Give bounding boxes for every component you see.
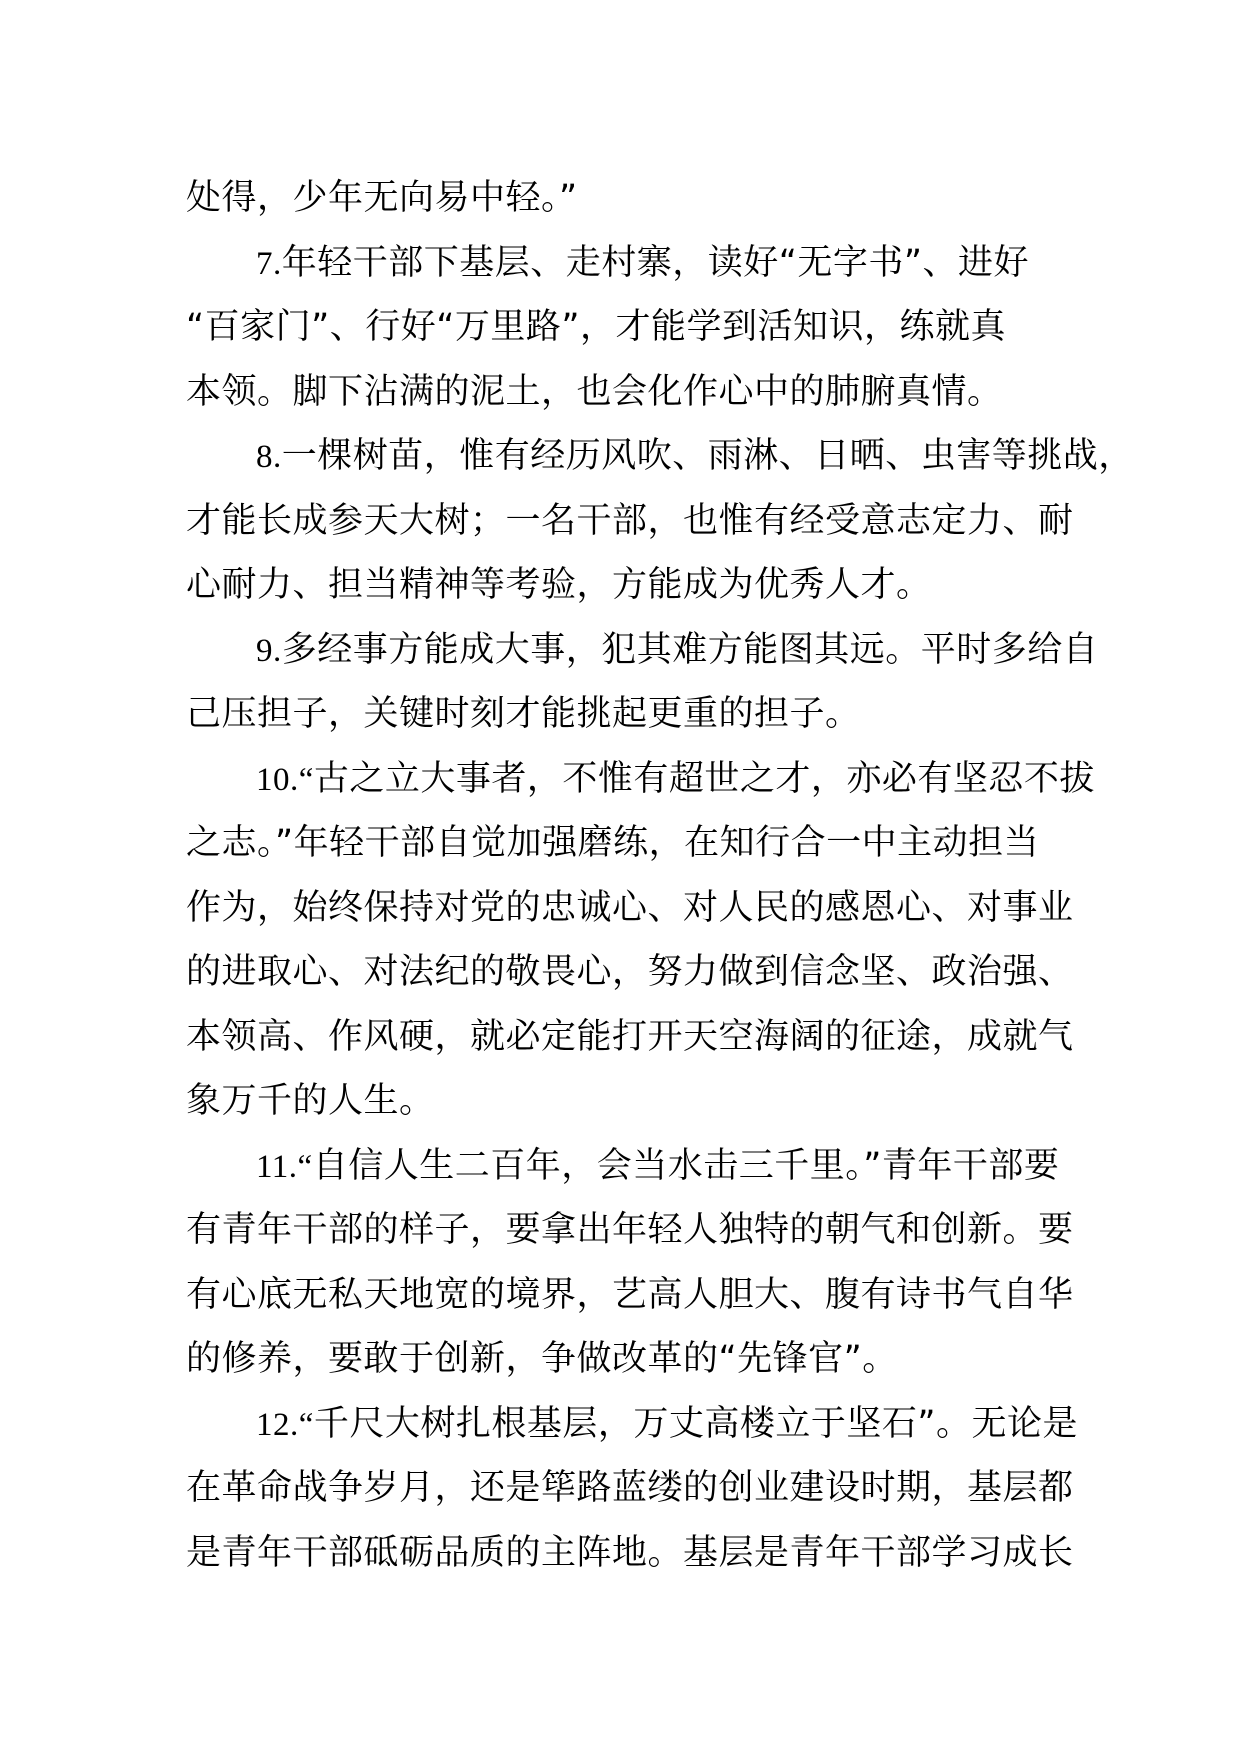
text-line xyxy=(186,1327,1086,1392)
text-line xyxy=(186,1134,1086,1199)
line-text: 是青年干部砥砺品质的主阵地。基层是青年干部学习成长 xyxy=(186,1532,1074,1573)
line-number: 8. xyxy=(256,439,282,475)
line-number: 10.“ xyxy=(256,761,314,798)
text-line xyxy=(186,553,1086,618)
text-line xyxy=(186,940,1086,1005)
line-text: 在革命战争岁月，还是筚路蓝缕的创业建设时期，基层都 xyxy=(186,1468,1074,1508)
text-line xyxy=(186,1263,1086,1328)
line-text: 古之立大事者，不惟有超世之才，亦必有坚忍不拔 xyxy=(313,758,1095,799)
text-line xyxy=(186,231,1086,296)
text-line xyxy=(186,876,1086,941)
line-text: 千尺大树扎根基层，万丈高楼立于坚石”。无论是 xyxy=(313,1403,1079,1444)
text-line xyxy=(186,747,1095,812)
text-line xyxy=(186,618,1099,683)
text-line xyxy=(186,295,1086,360)
line-number: 12.“ xyxy=(256,1406,314,1443)
text-line xyxy=(186,1005,1086,1070)
line-number: 7. xyxy=(256,245,282,282)
line-text: 自信人生二百年，会当水击三千里。”青年干部要 xyxy=(312,1145,1060,1186)
text-line xyxy=(186,1069,1086,1134)
line-text: 本领。脚下沾满的泥土，也会化作心中的肺腑真情。 xyxy=(186,371,1003,412)
line-text: 心耐力、担当精神等考验，方能成为优秀人才。 xyxy=(186,565,932,605)
text-line xyxy=(186,1198,1086,1263)
line-text: 作为，始终保持对党的忠诚心、对人民的感恩心、对事业 xyxy=(186,887,1074,928)
line-text: 才能长成参天大树；一名干部，也惟有经受意志定力、耐 xyxy=(186,500,1074,541)
text-line xyxy=(186,682,1086,747)
body-text xyxy=(186,166,1134,1585)
line-text: 一棵树苗，惟有经历风吹、雨淋、日晒、虫害等挑战， xyxy=(281,436,1134,476)
text-line xyxy=(186,1521,1086,1586)
text-line xyxy=(186,489,1086,554)
text-line xyxy=(186,1456,1086,1521)
line-text: 有青年干部的样子，要拿出年轻人独特的朝气和创新。要 xyxy=(186,1210,1074,1250)
line-text: 的进取心、对法纪的敬畏心，努力做到信念坚、政治强、 xyxy=(186,952,1074,992)
text-line xyxy=(186,811,1086,876)
line-text: 己压担子，关键时刻才能挑起更重的担子。 xyxy=(186,694,861,734)
line-text: “百家门”、行好“万里路”，才能学到活知识，练就真 xyxy=(186,307,1007,347)
line-text: 之志。”年轻干部自觉加强磨练，在知行合一中主动担当 xyxy=(186,823,1040,863)
line-text: 的修养，要敢于创新，争做改革的“先锋官”。 xyxy=(186,1339,898,1379)
text-line xyxy=(186,424,1134,489)
line-text: 多经事方能成大事，犯其难方能图其远。平时多给自 xyxy=(281,629,1099,670)
line-text: 年轻干部下基层、走村寨，读好“无字书”、进好 xyxy=(281,242,1030,283)
line-text: 有心底无私天地宽的境界，艺高人胆大、腹有诗书气自华 xyxy=(186,1274,1074,1315)
line-number: 11.“ xyxy=(256,1148,313,1185)
line-text: 象万千的人生。 xyxy=(186,1081,435,1121)
text-line xyxy=(186,166,1086,231)
text-line xyxy=(186,1392,1086,1457)
line-text: 处得，少年无向易中轻。” xyxy=(186,178,578,218)
line-number: 9. xyxy=(256,632,282,669)
text-line xyxy=(186,360,1086,425)
line-text: 本领高、作风硬，就必定能打开天空海阔的征途，成就气 xyxy=(186,1016,1074,1057)
